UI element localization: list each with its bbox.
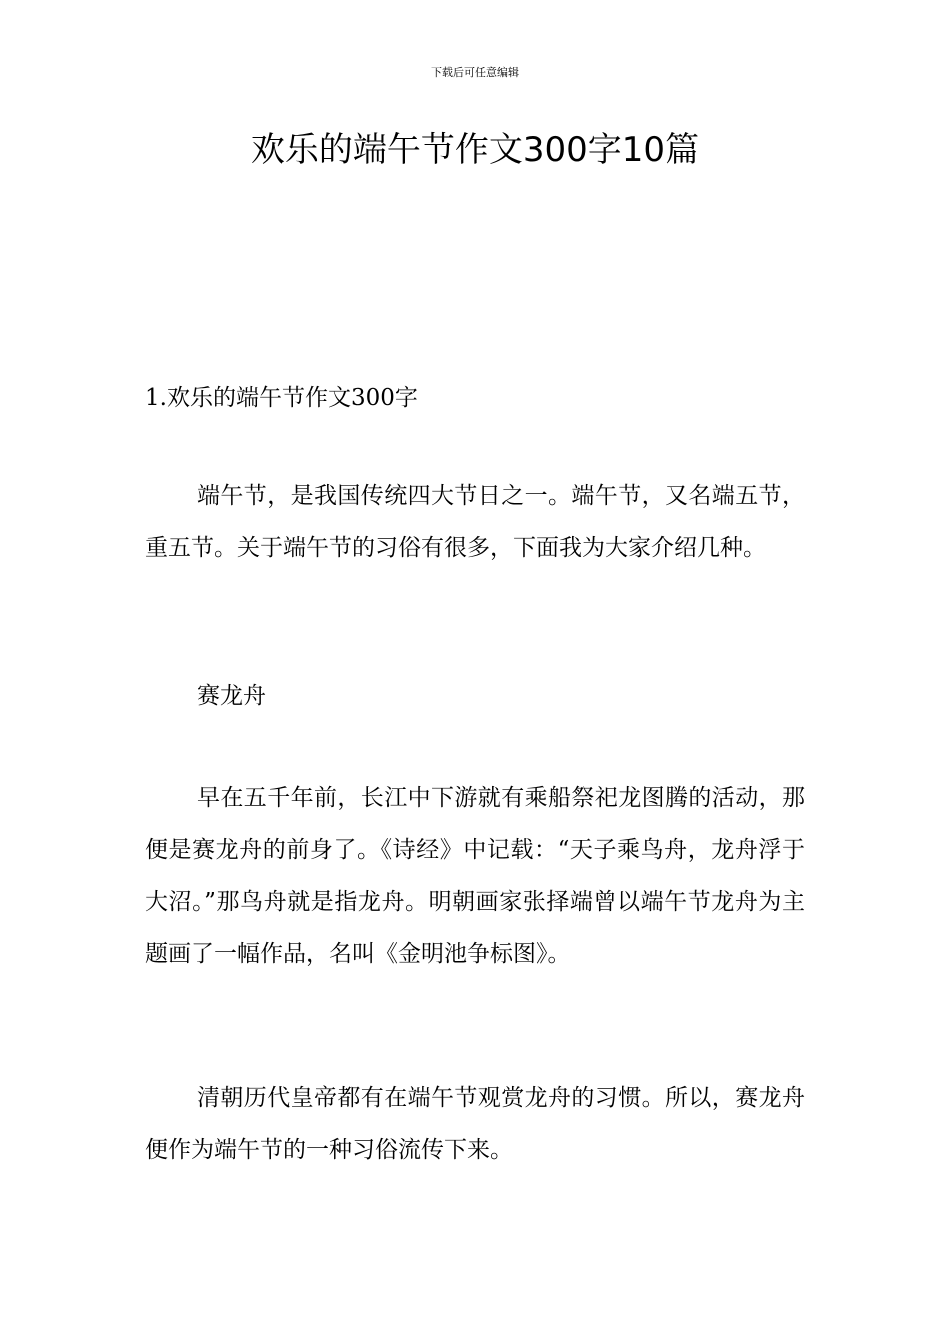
- subheading-dragon-boat: 赛龙舟: [197, 683, 266, 709]
- header-note: 下载后可任意编辑: [431, 66, 519, 79]
- section-heading: 1.欢乐的端午节作文300字: [145, 385, 418, 411]
- paragraph-qing-dynasty: 清朝历代皇帝都有在端午节观赏龙舟的习惯。所以，赛龙舟便作为端午节的一种习俗流传下来。: [145, 1085, 805, 1163]
- document-title: 欢乐的端午节作文300字10篇: [250, 130, 700, 170]
- paragraph-intro: 端午节，是我国传统四大节日之一。端午节，又名端五节，重五节。关于端午节的习俗有很多，下面我为大家介绍几种。: [145, 483, 805, 561]
- paragraph-dragon-boat-history: 早在五千年前，长江中下游就有乘船祭祀龙图腾的活动，那便是赛龙舟的前身了。《诗经》中记载：“天子乘鸟舟，龙舟浮于大沼。”那鸟舟就是指龙舟。明朝画家张择端曾以端午节龙舟为主题画了一幅作品，名叫《金明池争标图》。: [145, 785, 805, 967]
